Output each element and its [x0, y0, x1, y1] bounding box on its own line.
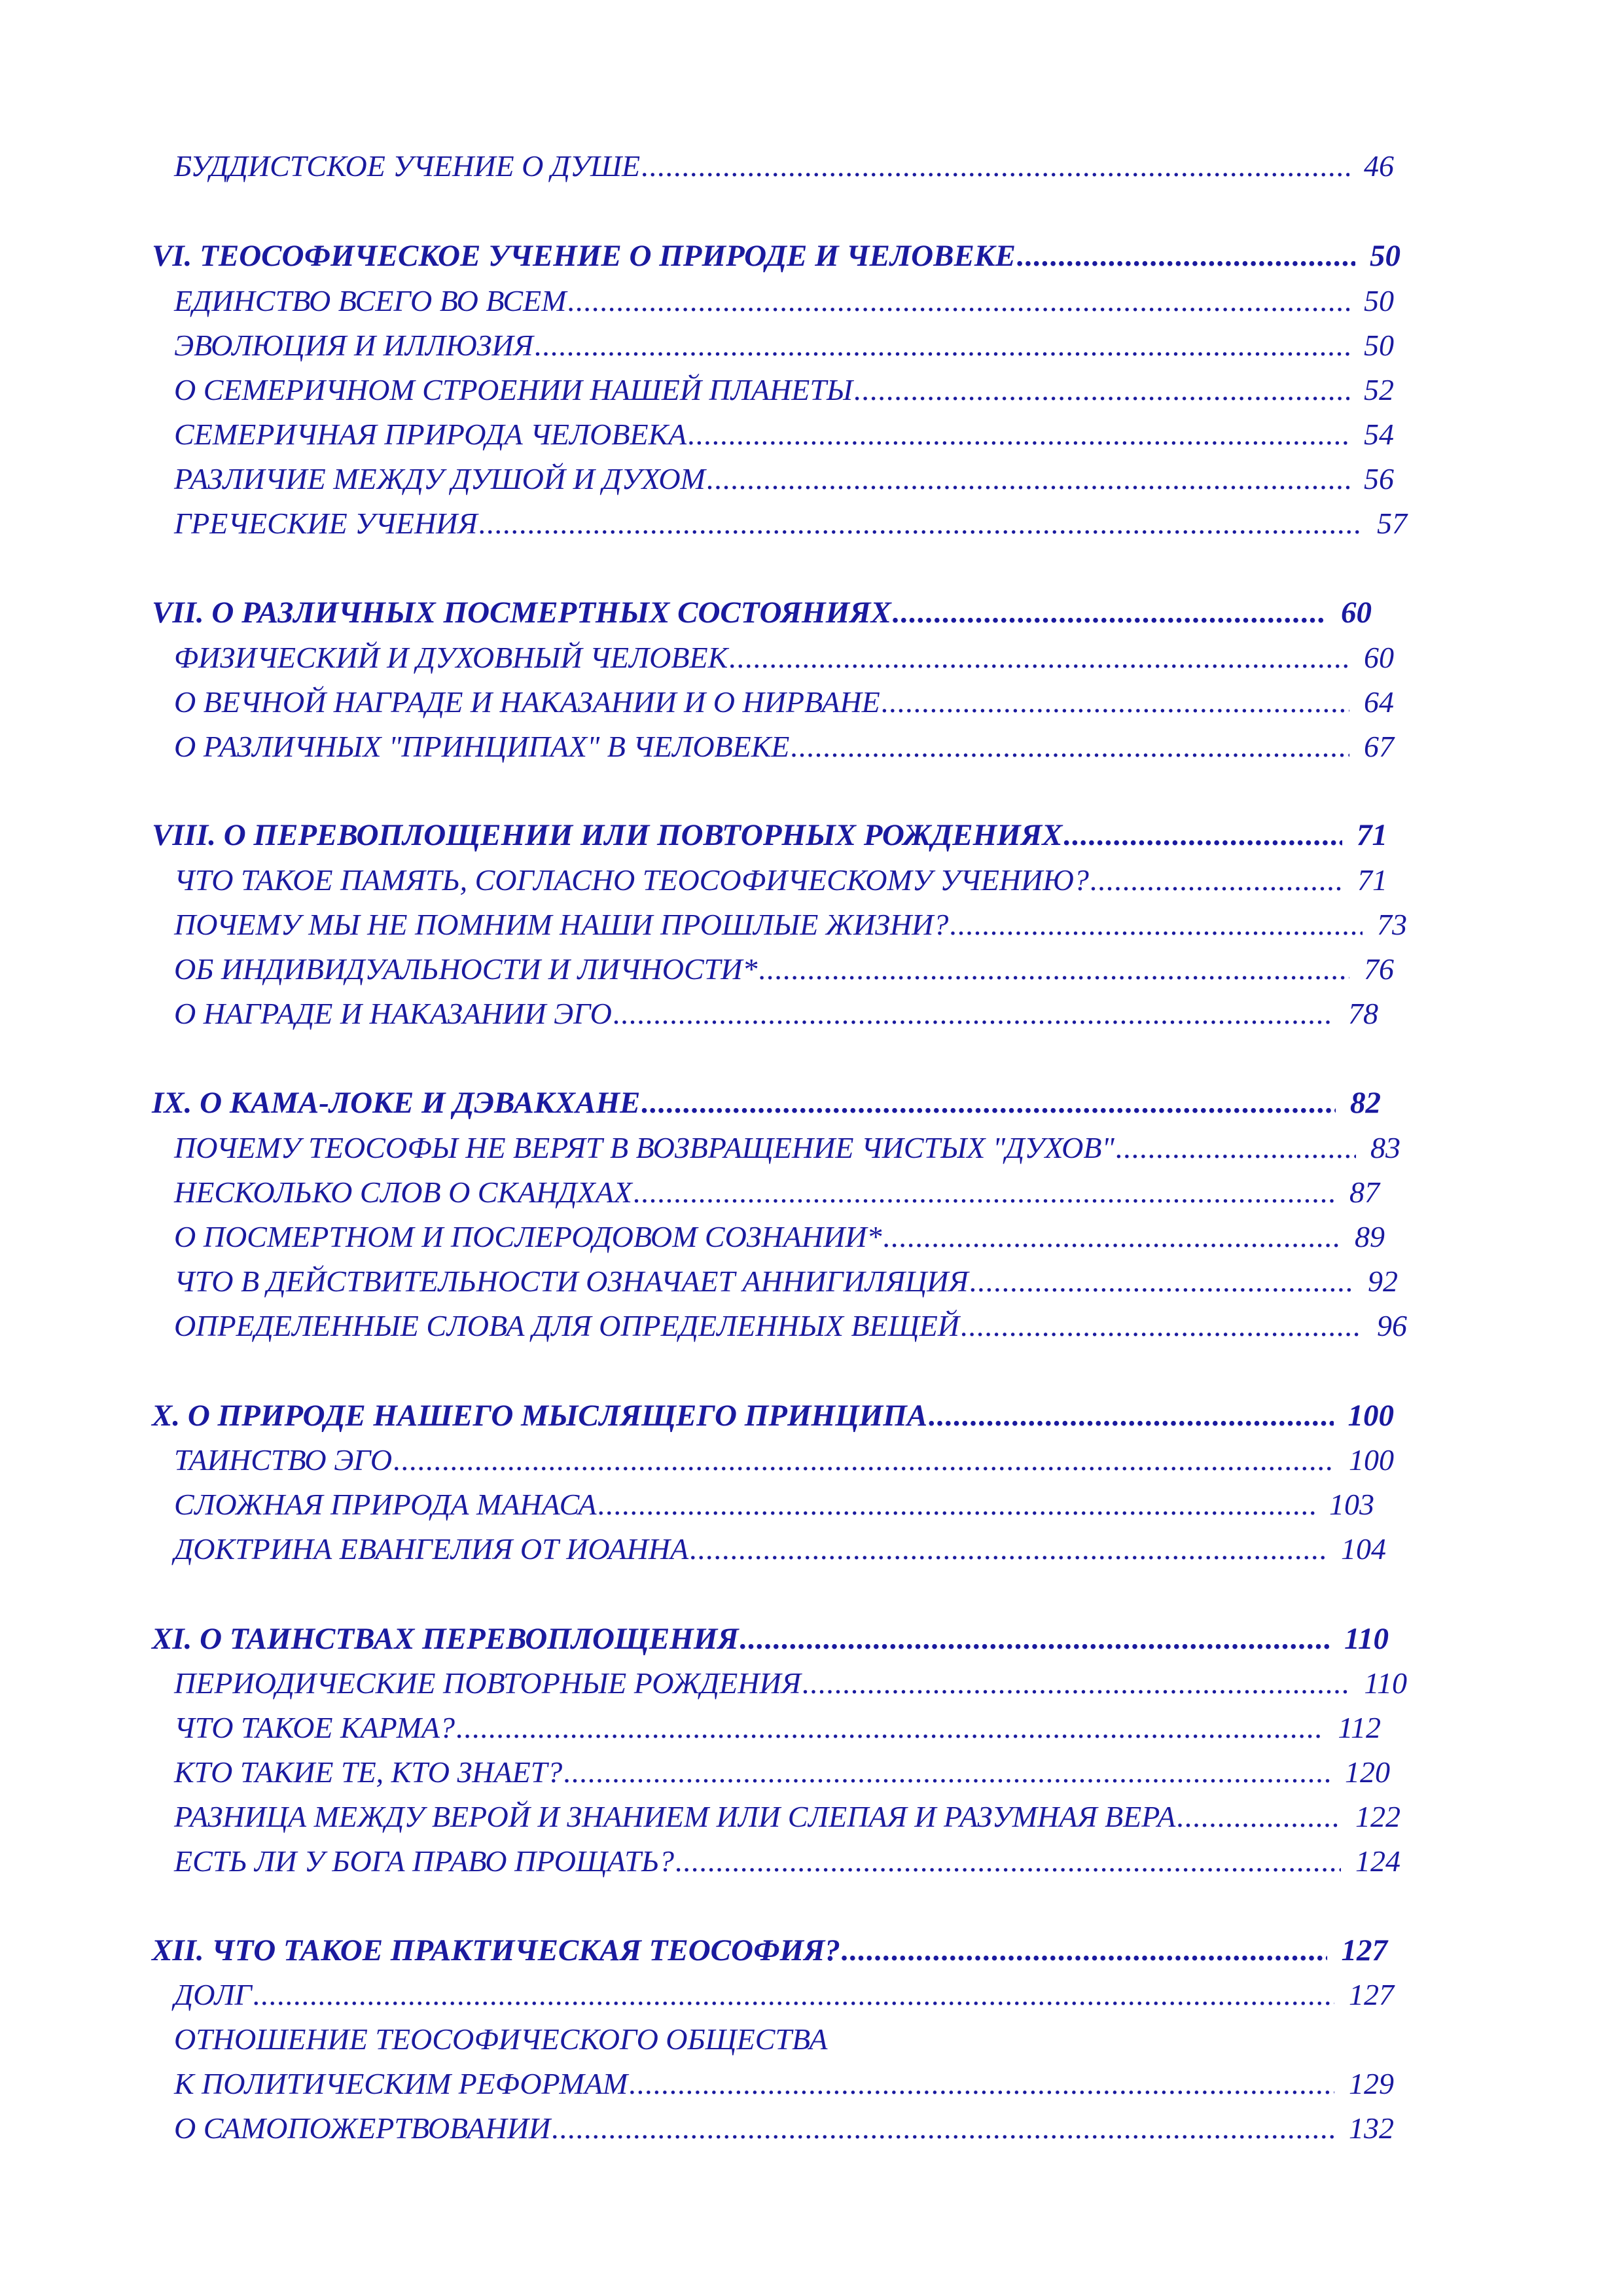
- dot-leader: [552, 2109, 1334, 2148]
- toc-entry-title: ФИЗИЧЕСКИЙ И ДУХОВНЫЙ ЧЕЛОВЕК: [174, 641, 728, 674]
- toc-line[interactable]: [174, 683, 1394, 722]
- toc-line[interactable]: [174, 1217, 1385, 1257]
- toc-page-number: 71: [1357, 818, 1387, 852]
- toc-page-number: 89: [1355, 1220, 1385, 1253]
- dot-leader: [1116, 1128, 1356, 1168]
- toc-chapter-line[interactable]: [152, 1931, 1387, 1970]
- toc-chapter-title: IX. О КАМА-ЛОКЕ И ДЭВАКХАНЕ: [152, 1086, 641, 1120]
- toc-entry-title: О ВЕЧНОЙ НАГРАДЕ И НАКАЗАНИИ И О НИРВАНЕ: [174, 685, 880, 719]
- dot-leader: [929, 1396, 1333, 1435]
- dot-leader: [1090, 861, 1343, 900]
- toc-page-number: 52: [1364, 373, 1394, 406]
- toc-line[interactable]: [174, 861, 1387, 900]
- toc-entry-title: О ПОСМЕРТНОМ И ПОСЛЕРОДОВОМ СОЗНАНИИ*: [174, 1220, 882, 1253]
- toc-entry-title: ГРЕЧЕСКИЕ УЧЕНИЯ: [174, 507, 478, 540]
- dot-leader: [740, 1619, 1330, 1659]
- toc-chapter-line[interactable]: [152, 236, 1400, 276]
- toc-entry-title: К ПОЛИТИЧЕСКИМ РЕФОРМАМ: [174, 2067, 628, 2100]
- toc-page-number: 56: [1364, 462, 1394, 495]
- toc-chapter-title: VIII. О ПЕРЕВОПЛОЩЕНИИ ИЛИ ПОВТОРНЫХ РОЖДЕНИЯХ: [152, 818, 1063, 852]
- toc-chapter-line[interactable]: [152, 1396, 1394, 1435]
- toc-page-number: 110: [1344, 1622, 1389, 1656]
- dot-leader: [598, 1485, 1315, 1524]
- dot-leader: [1017, 236, 1355, 276]
- dot-leader: [893, 593, 1327, 632]
- toc-page-number: 103: [1329, 1488, 1374, 1521]
- toc-line[interactable]: [174, 147, 1394, 186]
- toc-page-number: 129: [1349, 2067, 1394, 2100]
- toc-entry-title: СЛОЖНАЯ ПРИРОДА МАНАСА: [174, 1488, 597, 1521]
- dot-leader: [950, 905, 1363, 944]
- toc-page-number: 50: [1364, 329, 1394, 362]
- dot-leader: [688, 415, 1349, 454]
- toc-line[interactable]: [174, 1441, 1394, 1480]
- toc-page-number: 120: [1345, 1755, 1390, 1789]
- dot-leader: [970, 1262, 1353, 1301]
- toc-chapter-title: VI. ТЕОСОФИЧЕСКОЕ УЧЕНИЕ О ПРИРОДЕ И ЧЕЛОВЕКЕ: [152, 239, 1016, 273]
- toc-line[interactable]: [174, 370, 1394, 410]
- dot-leader: [641, 1083, 1336, 1122]
- toc-entry-title: ЭВОЛЮЦИЯ И ИЛЛЮЗИЯ: [174, 329, 533, 362]
- toc-entry-title: ТАИНСТВО ЭГО: [174, 1443, 393, 1477]
- toc-page-number: 112: [1338, 1711, 1381, 1744]
- toc-line[interactable]: [174, 1173, 1380, 1212]
- toc-entry-title: ЧТО В ДЕЙСТВИТЕЛЬНОСТИ ОЗНАЧАЕТ АННИГИЛЯЦИЯ: [174, 1265, 969, 1298]
- toc-entry-title: КТО ТАКИЕ ТЕ, КТО ЗНАЕТ?: [174, 1755, 563, 1789]
- toc-chapter-line[interactable]: [152, 1619, 1389, 1659]
- toc-entry-title: О РАЗЛИЧНЫХ "ПРИНЦИПАХ" В ЧЕЛОВЕКЕ: [174, 730, 790, 763]
- dot-leader: [883, 1217, 1340, 1257]
- toc-entry-title: РАЗНИЦА МЕЖДУ ВЕРОЙ И ЗНАНИЕМ ИЛИ СЛЕПАЯ И РАЗУМНАЯ ВЕРА: [174, 1800, 1176, 1833]
- toc-page-number: 132: [1349, 2111, 1394, 2145]
- toc-entry-title: ОТНОШЕНИЕ ТЕОСОФИЧЕСКОГО ОБЩЕСТВА: [174, 2022, 828, 2056]
- toc-chapter-line[interactable]: [152, 816, 1387, 855]
- dot-leader: [675, 1842, 1341, 1881]
- toc-entry-title: НЕСКОЛЬКО СЛОВ О СКАНДХАХ: [174, 1175, 632, 1209]
- toc-page-number: 87: [1349, 1175, 1380, 1209]
- toc-entry-title: ДОЛГ: [174, 1978, 252, 2011]
- toc-line[interactable]: [174, 727, 1394, 766]
- toc-line[interactable]: [174, 1975, 1394, 2015]
- toc-entry-title: ПОЧЕМУ ТЕОСОФЫ НЕ ВЕРЯТ В ВОЗВРАЩЕНИЕ ЧИСТЫХ "ДУХОВ": [174, 1131, 1115, 1164]
- toc-entry-title: ПОЧЕМУ МЫ НЕ ПОМНИМ НАШИ ПРОШЛЫЕ ЖИЗНИ?: [174, 908, 949, 941]
- toc-page-number: 82: [1350, 1086, 1381, 1120]
- toc-page-number: 100: [1349, 1443, 1394, 1477]
- toc-page-number: 92: [1368, 1265, 1398, 1298]
- dot-leader: [707, 459, 1349, 499]
- toc-line[interactable]: [174, 994, 1378, 1033]
- toc-chapter-title: XI. О ТАИНСТВАХ ПЕРЕВОПЛОЩЕНИЯ: [152, 1622, 739, 1656]
- toc-entry-title: ДОКТРИНА ЕВАНГЕЛИЯ ОТ ИОАННА: [174, 1532, 689, 1566]
- toc-entry-title: ЧТО ТАКОЕ ПАМЯТЬ, СОГЛАСНО ТЕОСОФИЧЕСКОМУ УЧЕНИЮ?: [174, 863, 1089, 897]
- dot-leader: [629, 2064, 1334, 2104]
- toc-entry-title: БУДДИСТСКОЕ УЧЕНИЕ О ДУШЕ: [174, 149, 641, 183]
- toc-page-number: 57: [1377, 507, 1407, 540]
- toc-line[interactable]: [174, 2064, 1394, 2104]
- dot-leader: [1063, 816, 1342, 855]
- toc-page-number: 71: [1357, 863, 1387, 897]
- toc-page-number: 73: [1377, 908, 1407, 941]
- toc-chapter-title: VII. О РАЗЛИЧНЫХ ПОСМЕРТНЫХ СОСТОЯНИЯХ: [152, 596, 891, 630]
- toc-entry-title: ЧТО ТАКОЕ КАРМА?: [174, 1711, 455, 1744]
- dot-leader: [791, 727, 1349, 766]
- toc-page-number: 54: [1364, 418, 1394, 451]
- dot-leader: [882, 683, 1349, 722]
- toc-chapter-line[interactable]: [152, 1083, 1381, 1122]
- toc-page-number: 104: [1341, 1532, 1386, 1566]
- toc-chapter-title: XII. ЧТО ТАКОЕ ПРАКТИЧЕСКАЯ ТЕОСОФИЯ?: [152, 1933, 840, 1967]
- toc-entry-title: О САМОПОЖЕРТВОВАНИИ: [174, 2111, 551, 2145]
- toc-line[interactable]: [174, 1306, 1407, 1346]
- toc-entry-title: ЕСТЬ ЛИ У БОГА ПРАВО ПРОЩАТЬ?: [174, 1844, 674, 1878]
- dot-leader: [690, 1530, 1327, 1569]
- toc-entry-title: ОПРЕДЕЛЕННЫЕ СЛОВА ДЛЯ ОПРЕДЕЛЕННЫХ ВЕЩЕЙ: [174, 1309, 960, 1342]
- dot-leader: [253, 1975, 1334, 2015]
- dot-leader: [1177, 1797, 1341, 1837]
- toc-line[interactable]: [174, 1753, 1390, 1792]
- toc-entry-title: О НАГРАДЕ И НАКАЗАНИИ ЭГО: [174, 997, 612, 1030]
- toc-page-number: 122: [1355, 1800, 1400, 1833]
- dot-leader: [567, 281, 1349, 321]
- dot-leader: [563, 1753, 1330, 1792]
- dot-leader: [802, 1664, 1349, 1703]
- dot-leader: [535, 326, 1349, 365]
- toc-page-number: 127: [1341, 1933, 1387, 1967]
- toc-line[interactable]: [174, 905, 1407, 944]
- toc-line[interactable]: [174, 1485, 1374, 1524]
- toc-page-number: 127: [1349, 1978, 1394, 2011]
- toc-line[interactable]: [174, 1262, 1398, 1301]
- dot-leader: [729, 638, 1349, 677]
- toc-page-number: 110: [1364, 1666, 1407, 1700]
- toc-line[interactable]: [174, 281, 1394, 321]
- toc-line[interactable]: [174, 415, 1394, 454]
- toc-line[interactable]: [174, 1530, 1386, 1569]
- toc-chapter-line[interactable]: [152, 593, 1372, 632]
- toc-page-number: 50: [1364, 284, 1394, 317]
- toc-line[interactable]: [174, 1708, 1381, 1748]
- toc-entry-title: О СЕМЕРИЧНОМ СТРОЕНИИ НАШЕЙ ПЛАНЕТЫ: [174, 373, 853, 406]
- toc-line[interactable]: [174, 1842, 1400, 1881]
- dot-leader: [758, 950, 1349, 989]
- toc-line[interactable]: [174, 326, 1394, 365]
- toc-entry-title: РАЗЛИЧИЕ МЕЖДУ ДУШОЙ И ДУХОМ: [174, 462, 705, 495]
- dot-leader: [641, 147, 1349, 186]
- toc-line[interactable]: [174, 1797, 1400, 1837]
- toc-page-number: 83: [1370, 1131, 1400, 1164]
- dot-leader: [479, 504, 1363, 543]
- toc-entry-title: ЕДИНСТВО ВСЕГО ВО ВСЕМ: [174, 284, 567, 317]
- toc-page-number: 124: [1355, 1844, 1400, 1878]
- dot-leader: [613, 994, 1334, 1033]
- toc-entry-title: ОБ ИНДИВИДУАЛЬНОСТИ И ЛИЧНОСТИ*: [174, 952, 758, 986]
- toc-line[interactable]: [174, 1128, 1400, 1168]
- dot-leader: [633, 1173, 1335, 1212]
- toc-line[interactable]: [174, 1664, 1407, 1703]
- toc-line[interactable]: [174, 459, 1394, 499]
- toc-page-number: 100: [1347, 1399, 1394, 1433]
- toc-line[interactable]: [174, 504, 1407, 543]
- toc-page-number: 50: [1370, 239, 1400, 273]
- toc-page-number: 96: [1377, 1309, 1407, 1342]
- dot-leader: [961, 1306, 1363, 1346]
- toc-page-number: 60: [1364, 641, 1394, 674]
- toc-line[interactable]: [174, 638, 1394, 677]
- toc-line-continued[interactable]: [174, 2020, 1156, 2059]
- toc-page-number: 78: [1348, 997, 1378, 1030]
- dot-leader: [854, 370, 1349, 410]
- toc-entry-title: ПЕРИОДИЧЕСКИЕ ПОВТОРНЫЕ РОЖДЕНИЯ: [174, 1666, 801, 1700]
- dot-leader: [456, 1708, 1323, 1748]
- toc-line[interactable]: [174, 2109, 1394, 2148]
- toc-chapter-title: X. О ПРИРОДЕ НАШЕГО МЫСЛЯЩЕГО ПРИНЦИПА: [152, 1399, 928, 1433]
- toc-line[interactable]: [174, 950, 1394, 989]
- toc-entry-title: СЕМЕРИЧНАЯ ПРИРОДА ЧЕЛОВЕКА: [174, 418, 687, 451]
- toc-page-number: 64: [1364, 685, 1394, 719]
- toc-page-number: 67: [1364, 730, 1394, 763]
- toc-page-number: 76: [1364, 952, 1394, 986]
- toc-page-number: 60: [1341, 596, 1372, 630]
- toc-page-number: 46: [1364, 149, 1394, 183]
- dot-leader: [393, 1441, 1334, 1480]
- dot-leader: [842, 1931, 1327, 1970]
